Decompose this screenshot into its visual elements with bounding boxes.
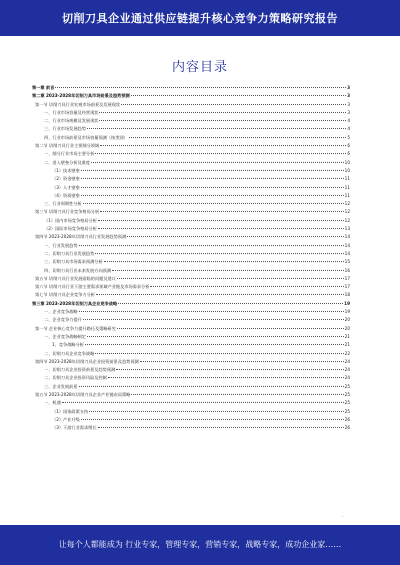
- dot-leader: [79, 386, 344, 387]
- toc-entry-page: 12: [344, 217, 350, 223]
- toc-entry-label: 第一节 企业核心竞争力提升路径及策略研究: [35, 325, 116, 331]
- toc-entry-label: 一、行业发展趋势: [44, 242, 78, 248]
- toc-entry[interactable]: [32, 175, 350, 183]
- dot-leader: [95, 153, 346, 154]
- toc-entry-label: 第七节 切削刀具企业竞争力分析: [35, 292, 95, 298]
- toc-entry-page: 20: [344, 317, 350, 323]
- dot-leader: [129, 137, 347, 138]
- toc-entry-label: （3）下游行业需求增长: [52, 425, 97, 431]
- toc-entry[interactable]: [32, 200, 350, 208]
- dot-leader: [116, 369, 343, 370]
- dot-leader: [79, 311, 344, 312]
- toc-entry[interactable]: [32, 291, 350, 299]
- dot-leader: [83, 203, 344, 204]
- table-of-contents: [32, 84, 350, 432]
- footer-banner: [0, 525, 400, 565]
- toc-entry-page: 10: [344, 167, 350, 173]
- report-title: 切削刀具企业通过供应链提升核心竞争力策略研究报告: [62, 12, 338, 25]
- toc-entry[interactable]: [32, 192, 350, 200]
- dot-leader: [127, 236, 343, 237]
- toc-entry[interactable]: [32, 275, 350, 283]
- toc-entry-page: 14: [344, 242, 350, 248]
- toc-entry-page: 6: [347, 151, 350, 157]
- toc-entry-page: 24: [344, 375, 350, 381]
- dot-leader: [81, 187, 344, 188]
- toc-entry-label: 二、切削刀具行业发展趋势: [44, 250, 95, 256]
- toc-entry-label: 第一节 切削刀具行业宏观市场前景及发展现状: [35, 101, 121, 107]
- toc-entry[interactable]: [32, 325, 350, 333]
- toc-entry[interactable]: [32, 383, 350, 391]
- dot-leader: [62, 402, 344, 403]
- dot-leader: [95, 253, 343, 254]
- toc-entry-page: 10: [344, 159, 350, 165]
- toc-entry-label: 第五节 2023-2028年切削刀具企业产业链布局策略: [35, 391, 131, 397]
- toc-entry-page: 26: [344, 416, 350, 422]
- toc-entry[interactable]: [32, 101, 350, 109]
- toc-entry[interactable]: [32, 167, 350, 175]
- toc-entry-page: 6: [347, 143, 350, 149]
- toc-entry-label: 第一章 前言: [32, 85, 55, 90]
- toc-entry-label: 第五节 切削刀具行业发展面临的问题及建议: [35, 275, 116, 281]
- toc-entry[interactable]: [32, 258, 350, 266]
- toc-entry-page: 12: [344, 209, 350, 215]
- toc-entry-page: 15: [344, 259, 350, 265]
- toc-entry-page: 25: [344, 383, 350, 389]
- dot-leader: [81, 419, 344, 420]
- dot-leader: [117, 278, 344, 279]
- toc-entry-label: 三、行业周期性分析: [44, 201, 82, 207]
- toc-entry[interactable]: [32, 150, 350, 158]
- toc-entry-label: （1）技术壁垒: [52, 167, 80, 173]
- dot-leader: [98, 220, 344, 221]
- dot-leader: [87, 336, 344, 337]
- toc-entry[interactable]: [32, 208, 350, 216]
- toc-entry[interactable]: [32, 350, 350, 358]
- toc-entry-page: 4: [347, 118, 350, 124]
- toc-entry-label: （1）国家政策支持: [52, 408, 89, 414]
- toc-entry-page: 3: [347, 93, 350, 99]
- toc-entry-label: 一、企业竞争战略: [44, 309, 78, 315]
- toc-entry-page: 18: [344, 292, 350, 298]
- toc-entry-label: 一、机遇: [44, 400, 61, 406]
- dot-leader: [100, 211, 344, 212]
- toc-entry-label: 第四节 2023-2028年切削刀具企业投资前景及趋势预测: [35, 358, 139, 364]
- dot-leader: [140, 361, 344, 362]
- dot-leader: [98, 228, 344, 229]
- toc-entry[interactable]: [32, 416, 350, 424]
- toc-entry-page: 11: [344, 184, 350, 190]
- toc-entry-page: 20: [344, 325, 350, 331]
- toc-entry[interactable]: [32, 358, 350, 366]
- toc-entry-page: 14: [344, 250, 350, 256]
- toc-entry-page: 12: [344, 201, 350, 207]
- toc-entry[interactable]: [32, 424, 350, 432]
- dot-leader: [87, 128, 346, 129]
- toc-entry[interactable]: [32, 125, 350, 133]
- dot-leader: [85, 344, 344, 345]
- toc-entry[interactable]: [32, 225, 350, 233]
- toc-entry[interactable]: [32, 84, 350, 92]
- toc-entry-label: （3）人才壁垒: [52, 184, 80, 190]
- dot-leader: [121, 104, 346, 105]
- toc-entry-page: 21: [344, 342, 350, 348]
- dot-leader: [89, 411, 343, 412]
- dot-leader: [91, 162, 344, 163]
- toc-entry-page: 3: [347, 85, 350, 90]
- toc-entry-label: 二、进入壁垒分析及难度: [44, 159, 91, 165]
- toc-entry-page: 17: [344, 284, 350, 290]
- toc-entry-page: 13: [344, 226, 350, 232]
- toc-entry-page: 3: [347, 101, 350, 107]
- toc-entry-label: 一、行业市场容量及经营现状: [44, 109, 99, 115]
- toc-entry-label: （2）产业升级: [52, 416, 80, 422]
- page-marker: ·: [342, 514, 344, 520]
- toc-entry-page: 26: [344, 425, 350, 431]
- dot-leader: [81, 178, 344, 179]
- dot-leader: [108, 377, 344, 378]
- toc-entry[interactable]: [32, 159, 350, 167]
- toc-entry[interactable]: [32, 391, 350, 399]
- dot-leader: [118, 303, 343, 304]
- toc-entry-label: 第三章 2023-2028年切削刀具企业竞争战略: [32, 300, 118, 306]
- toc-entry[interactable]: [32, 250, 350, 258]
- toc-entry-label: 一、细分行业市场主要分析: [44, 151, 95, 157]
- toc-entry[interactable]: [32, 233, 350, 241]
- toc-entry-page: 25: [344, 408, 350, 414]
- dot-leader: [104, 261, 344, 262]
- toc-entry-page: 19: [344, 300, 350, 306]
- toc-entry-page: 4: [347, 126, 350, 132]
- toc-entry[interactable]: [32, 109, 350, 117]
- toc-entry-page: 19: [344, 309, 350, 315]
- toc-entry[interactable]: [32, 366, 350, 374]
- toc-entry[interactable]: [32, 117, 350, 125]
- toc-entry-page: 25: [344, 391, 350, 397]
- toc-entry-label: 二、切削刀具企业竞争战略: [44, 350, 95, 356]
- toc-entry[interactable]: [32, 374, 350, 382]
- toc-entry-page: 11: [344, 192, 350, 198]
- dot-leader: [99, 112, 346, 113]
- dot-leader: [81, 195, 344, 196]
- toc-entry-label: （2）资金壁垒: [52, 176, 80, 182]
- toc-entry-label: 四、切削刀具行业未来发展方向预测: [44, 267, 112, 273]
- toc-entry[interactable]: [32, 308, 350, 316]
- dot-leader: [98, 427, 344, 428]
- toc-entry[interactable]: [32, 184, 350, 192]
- toc-entry-label: 三、行业市场发展趋势: [44, 126, 86, 132]
- toc-entry[interactable]: [32, 142, 350, 150]
- dot-leader: [100, 145, 346, 146]
- toc-entry-page: 17: [344, 275, 350, 281]
- toc-entry-page: 24: [344, 358, 350, 364]
- toc-entry-page: 21: [344, 333, 350, 339]
- dot-leader: [150, 286, 343, 287]
- toc-entry-label: 二、切削刀具企业投资风险及控制: [44, 375, 107, 381]
- toc-entry[interactable]: [32, 408, 350, 416]
- footer-slogan: 让每个人都能成为 行业专家，管理专家，营销专家，战略专家，成功企业家……: [58, 540, 342, 549]
- toc-entry-page: 16: [344, 267, 350, 273]
- toc-entry-page: 24: [344, 367, 350, 373]
- toc-entry-page: 25: [344, 400, 350, 406]
- toc-entry[interactable]: [32, 341, 350, 349]
- toc-entry[interactable]: [32, 242, 350, 250]
- toc-entry-label: 四、行业市场前景及市场容量预测（按类别）: [44, 134, 128, 140]
- toc-entry-label: （2）国际市场竞争格局分析: [44, 226, 97, 232]
- toc-entry-label: 三、切削刀具市场需求预测分析: [44, 259, 103, 265]
- toc-entry-label: 二、行业市场规模及发展现状: [44, 118, 99, 124]
- toc-entry-label: 第二节 切削刀具行业主要细分领域: [35, 143, 100, 149]
- dot-leader: [83, 319, 344, 320]
- toc-entry[interactable]: [32, 316, 350, 324]
- toc-entry[interactable]: [32, 217, 350, 225]
- toc-heading: 内容目录: [171, 60, 228, 75]
- toc-entry-page: 3: [347, 109, 350, 115]
- toc-entry-label: （4）资质壁垒: [52, 192, 80, 198]
- dot-leader: [131, 95, 346, 96]
- toc-entry-label: 二、企业竞争力提升: [44, 317, 82, 323]
- toc-entry-page: 11: [344, 176, 350, 182]
- toc-entry-label: 三、企业发展前景: [44, 383, 78, 389]
- toc-entry[interactable]: [32, 92, 350, 100]
- toc-entry[interactable]: [32, 300, 350, 308]
- toc-entry-label: 第四节 2023-2028年切削刀具行业发展趋势预测: [35, 234, 127, 240]
- toc-entry[interactable]: [32, 283, 350, 291]
- toc-entry[interactable]: [32, 399, 350, 407]
- dot-leader: [112, 270, 344, 271]
- dot-leader: [117, 328, 344, 329]
- dot-leader: [131, 394, 343, 395]
- toc-entry-label: 一、切削刀具企业投资前景及趋势预测: [44, 367, 116, 373]
- toc-entry-label: 1、竞争战略分析: [52, 342, 84, 348]
- dot-leader: [95, 353, 343, 354]
- dot-leader: [79, 245, 344, 246]
- toc-entry[interactable]: [32, 333, 350, 341]
- header-banner: [0, 0, 400, 36]
- toc-entry-label: 第二章 2023-2028年切削刀具市场前景及趋势预测: [32, 93, 130, 99]
- toc-entry-label: 第六节 切削刀具行业下游主要需求领域产业链及市场需求分析: [35, 284, 150, 290]
- dot-leader: [96, 294, 344, 295]
- toc-entry-label: 一、企业竞争战略制定: [44, 333, 86, 339]
- toc-entry-page: 5: [347, 134, 350, 140]
- toc-entry-label: 第三节 切削刀具行业竞争格局分析: [35, 209, 100, 215]
- toc-entry-page: 22: [344, 350, 350, 356]
- dot-leader: [99, 120, 346, 121]
- dot-leader: [81, 170, 344, 171]
- toc-entry-page: 14: [344, 234, 350, 240]
- toc-entry-label: （1）国内市场竞争格局分析: [44, 217, 97, 223]
- toc-entry[interactable]: [32, 267, 350, 275]
- toc-entry[interactable]: [32, 134, 350, 142]
- dot-leader: [55, 87, 346, 88]
